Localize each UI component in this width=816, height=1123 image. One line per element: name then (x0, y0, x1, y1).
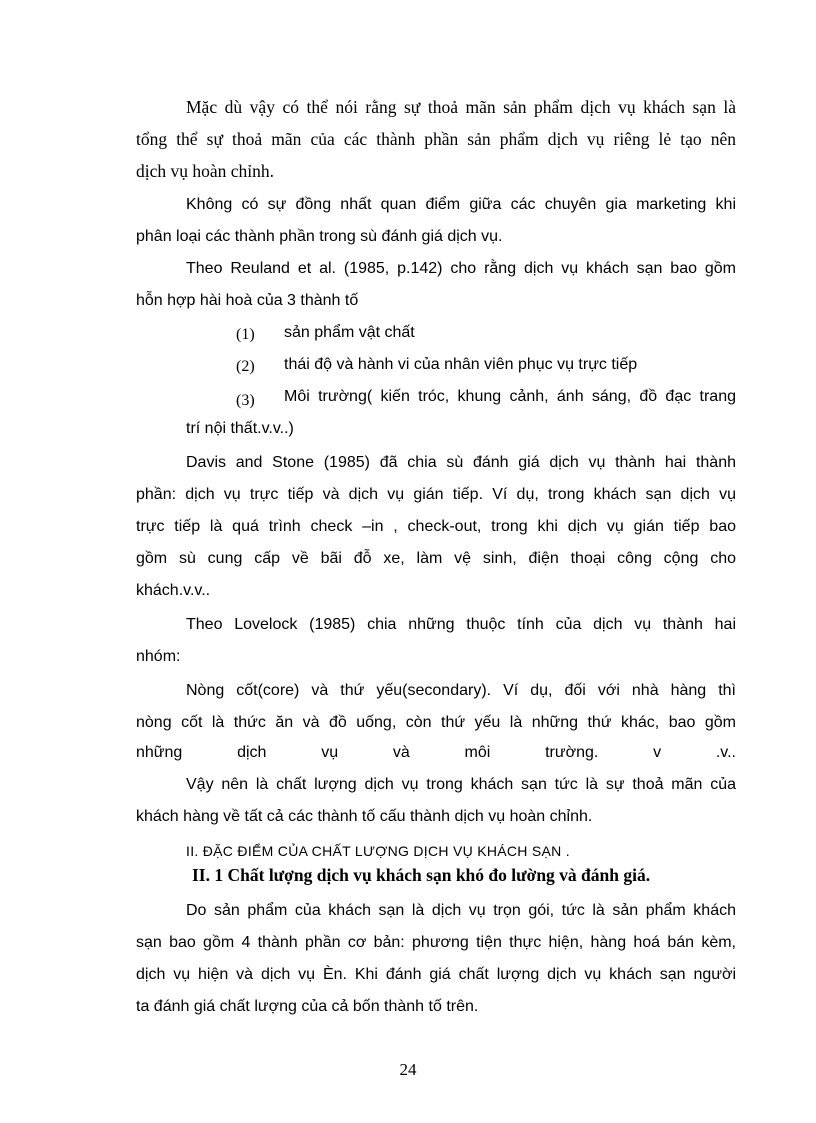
paragraph-line: ta đánh giá chất lượng của cả bốn thành tố trên. (136, 998, 479, 1015)
paragraph-line: Không có sự đồng nhất quan điểm giữa các chuyên gia marketing khi (186, 196, 736, 213)
paragraph-line: sạn bao gồm 4 thành phần cơ bản: phương tiện thực hiện, hàng hoá bán kèm, (136, 934, 736, 951)
paragraph-line: gồm sù cung cấp về bãi đỗ xe, làm vệ sinh, điện thoại công cộng cho (136, 550, 736, 567)
paragraph-line: phần: dịch vụ trực tiếp và dịch vụ gián tiếp. Ví dụ, trong khách sạn dịch vụ (136, 486, 736, 503)
list-item: thái độ và hành vi của nhân viên phục vụ trực tiếp (284, 356, 638, 373)
paragraph-line: Mặc dù vậy có thể nói rằng sự thoả mãn sản phẩm dịch vụ khách sạn là (186, 97, 736, 117)
paragraph-line: dịch vụ hiện và dịch vụ Èn. Khi đánh giá chất lượng dịch vụ khách sạn người (136, 966, 736, 983)
paragraph-line: những dịch vụ và môi trường. v .v.. (136, 744, 736, 761)
paragraph-line: nhóm: (136, 648, 181, 665)
paragraph-line: Davis and Stone (1985) đã chia sù đánh giá dịch vụ thành hai thành (186, 454, 736, 471)
list-number: (3) (236, 392, 255, 409)
paragraph-line: Theo Lovelock (1985) chia những thuộc tính của dịch vụ thành hai (186, 616, 736, 633)
section-heading: II. ĐẶC ĐIỂM CỦA CHẤT LƯỢNG DỊCH VỤ KHÁCH SẠN . (186, 843, 570, 859)
subheading: II. 1 Chất lượng dịch vụ khách sạn khó đo lường và đánh giá. (192, 865, 651, 885)
paragraph-line: dịch vụ hoàn chỉnh. (136, 161, 275, 181)
paragraph-line: khách.v.v.. (136, 582, 211, 599)
paragraph-line: Nòng cốt(core) và thứ yếu(secondary). Ví dụ, đối với nhà hàng thì (186, 682, 736, 699)
paragraph-line: Do sản phẩm của khách sạn là dịch vụ trọn gói, tức là sản phẩm khách (186, 902, 736, 919)
list-item-continuation: trí nội thất.v.v..) (186, 420, 294, 437)
list-item: Môi trường( kiến tróc, khung cảnh, ánh sáng, đồ đạc trang (284, 388, 736, 405)
paragraph-line: phân loại các thành phần trong sù đánh giá dịch vụ. (136, 228, 503, 245)
paragraph-line: Theo Reuland et al. (1985, p.142) cho rằng dịch vụ khách sạn bao gồm (186, 260, 736, 277)
paragraph-line: nòng cốt là thức ăn và đồ uống, còn thứ yếu là những thứ khác, bao gồm (136, 714, 736, 731)
paragraph-line: tổng thể sự thoả mãn của các thành phần sản phẩm dịch vụ riêng lẻ tạo nên (136, 129, 736, 149)
page-number: 24 (399, 1060, 417, 1079)
paragraph-line: Vậy nên là chất lượng dịch vụ trong khách sạn tức là sự thoả mãn của (186, 776, 736, 793)
list-item: sản phẩm vật chất (284, 324, 415, 341)
paragraph-line: hỗn hợp hài hoà của 3 thành tố (136, 292, 359, 309)
paragraph-line: trực tiếp là quá trình check –in , check-out, trong khi dịch vụ gián tiếp bao (136, 518, 736, 535)
list-number: (2) (236, 358, 255, 375)
paragraph-line: khách hàng về tất cả các thành tố cấu thành dịch vụ hoàn chỉnh. (136, 808, 593, 825)
list-number: (1) (236, 326, 255, 343)
